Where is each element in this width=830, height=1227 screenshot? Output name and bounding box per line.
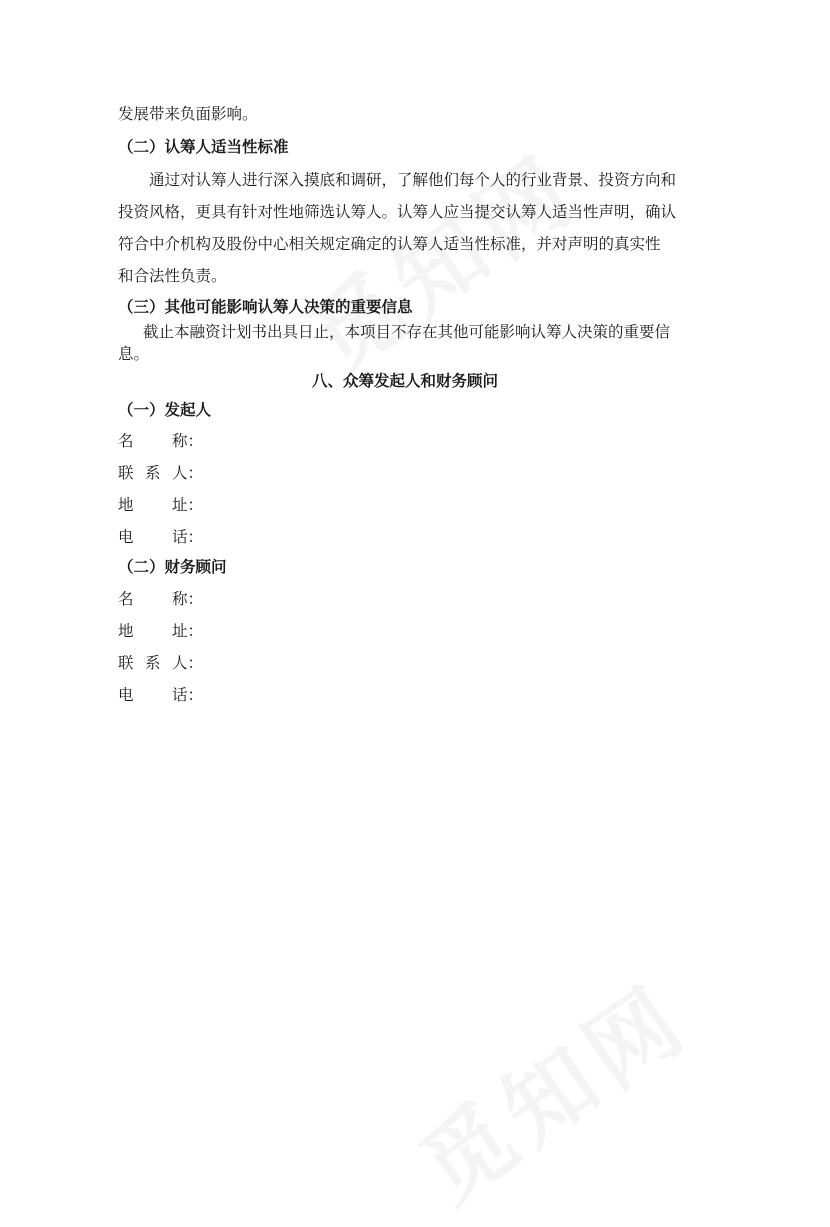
subsection-heading: （三）其他可能影响认筹人决策的重要信息: [118, 298, 413, 316]
field-label-char: 话：: [172, 686, 204, 704]
field-label-char: 电: [118, 686, 134, 704]
field-label-char: 名: [118, 590, 134, 608]
field-label-char: 址：: [172, 622, 204, 640]
text-line: 发展带来负面影响。: [118, 105, 258, 123]
field-label-char: 地: [118, 622, 134, 640]
subsection-heading: （二）认筹人适当性标准: [118, 138, 289, 156]
paragraph-line: 投资风格，更具有针对性地筛选认筹人。认筹人应当提交认筹人适当性声明，确认: [118, 203, 677, 221]
field-label-char: 系: [145, 654, 161, 672]
field-label-char: 称：: [172, 590, 204, 608]
field-label-char: 联: [118, 464, 134, 482]
field-label-char: 话：: [172, 528, 204, 546]
paragraph-line: 息。: [118, 345, 150, 363]
field-label-char: 称：: [172, 432, 204, 450]
watermark: [280, 118, 600, 397]
field-label-char: 地: [118, 496, 134, 514]
paragraph-line: 符合中介机构及股份中心相关规定确定的认筹人适当性标准，并对声明的真实性: [118, 235, 661, 253]
field-label-char: 电: [118, 528, 134, 546]
field-label-char: 址：: [172, 496, 204, 514]
field-label-char: 系: [145, 464, 161, 482]
field-label-char: 人：: [172, 654, 204, 672]
field-label-char: 人：: [172, 464, 204, 482]
field-label-char: 联: [118, 654, 134, 672]
paragraph-line: 通过对认筹人进行深入摸底和调研，了解他们每个人的行业背景、投资方向和: [149, 171, 677, 189]
subsection-heading: （一）发起人: [118, 401, 212, 419]
subsection-heading: （二）财务顾问: [118, 558, 227, 576]
section-heading: 八、众筹发起人和财务顾问: [312, 372, 499, 390]
paragraph-line: 和合法性负责。: [118, 267, 227, 285]
paragraph-line: 截止本融资计划书出具日止，本项目不存在其他可能影响认筹人决策的重要信: [143, 323, 671, 341]
field-label-char: 名: [118, 432, 134, 450]
watermark-bottom: [390, 948, 710, 1227]
